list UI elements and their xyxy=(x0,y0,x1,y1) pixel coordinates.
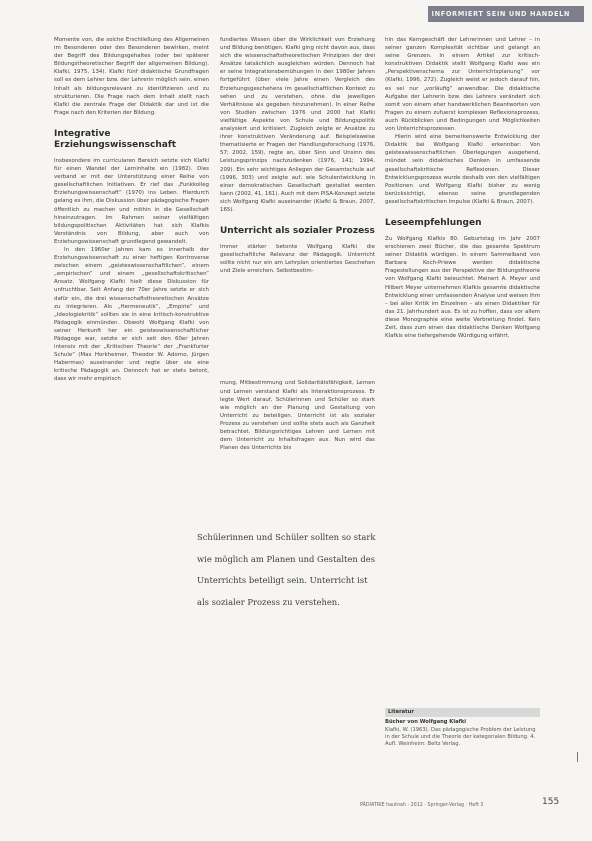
text-column-2 xyxy=(220,36,375,452)
paragraph: In den 1960er Jahren kam es innerhalb der Erziehungswissenschaft zu einer heftigen Kontroverse zwischen einem „geisteswissenschaftlichen“, einem „empirischen“ und einem „gesellschaftskritischen“ Ansatz. Wolfgang Klafki hielt diese Diskussion für unfruchtbar. Seit Anfang der 70er Jahre setzte er sich dafür ein, die drei wissenschaftstheoretischen Ansätze zu integrieren. Als „Hermeneutik“, „Empirie“ und „Ideologiekritik“ sollten sie in eine kritisch-konstruktive Pädagogik einmünden. Obwohl Wolfgang Klafki von seiner Herkunft her ein geisteswissenschaftlicher Pädagoge war, setzte er sich seit den 60er Jahren intensiv mit der „Kritischen Theorie“ der „Frankfurter Schule“ (Max Horkheimer, Theodor W. Adorno, Jürgen Habermas) auseinander und regte über sie eine kritische Pädagogik an. Dennoch hat er stets betont, dass wir mehr empirisch xyxy=(54,246,209,383)
paragraph: fundiertes Wissen über die Wirklichkeit von Erziehung und Bildung benötigen. Klafki ging nicht davon aus, dass sich die wissenschaftstheoretischen Prinzipien der drei Ansätze tatsächlich ausgleichen würden. Dennoch hat er seine Integrationsbemühungen in den 1980er Jahren fortgeführt (über viele Jahre einen Vergleich des Erziehungsgeschehens im gesellschaftlichen Kontext zu sehen und zu verstehen, ohne die jeweiligen Verhältnisse als gegeben hinzunehmen). In einer Reihe von Studien zwischen 1976 und 2000 hat Klafki vielfältige Aspekte von Schule und Bildungspolitik analysiert und kritisiert. Zugleich zeigte er Ansätze zu ihrer konstruktiven Veränderung auf. Beispielsweise thematisierte er Fragen der Handlungsforschung (1976, 57; 2002, 159), regte an, über Sinn und Unsinn des Leistungsprinzips nachzudenken (1976, 141; 1994, 209). Ein sehr wichtiges Anliegen der Gesamtschule auf (1996, 303) und zeigte auf, wie Schulentwicklung in einer demokratischen Gesellschaft gestaltet werden kann (2002, 41, 161). Auch mit dem PISA-Konzept setzte sich Wolfgang Klafki auseinander (Klafki & Braun, 2007, 165). xyxy=(220,37,375,213)
section-heading: Leseempfehlungen xyxy=(385,217,482,228)
footer-text: PÄDIATRIE hautnah · 2012 · Springer-Verlag · Heft 3 xyxy=(360,803,484,808)
literature-heading: Literatur xyxy=(385,708,540,717)
text-column-1 xyxy=(54,36,209,384)
paragraph: mung, Mitbestimmung und Solidaritätsfähigkeit, Lernen und Lernen verstand Klafki als Interaktionsprozess. Er legte Wert darauf, Schülerinnen und Schüler so stark wie möglich an der Planung und Gestaltung von Unterricht zu beteiligen. Unterricht ist als sozialer Prozess zu verstehen und sollte stets auch als Ganzheit betrachtet. Bildungsrichtiges Lehren und Lernen mit dem Unterricht zu Inhaltsfragen aus. Nun wird das Planen des Unterrichts bis xyxy=(220,380,375,452)
pull-quote-line: Unterrichts beteiligt sein. Unterricht ist xyxy=(197,575,368,585)
margin-mark xyxy=(577,752,578,762)
text-column-3 xyxy=(385,36,540,340)
paragraph: Hierin wird eine bemerkenswerte Entwicklung der Didaktik bei Wolfgang Klafki erkennbar: Von geisteswissenschaftlichen Überlegungen ausgehend, mündet sein didaktisches Denken in umfassende gesellschaftskritische Reflexionen. Dieser Entwicklungsprozess wurde deshalb von den vielfältigen Positionen und Wolfgang Klafki bisher zu wenig berücksichtigt, ebenso seine grundlegenden gesellschaftskritischen Impulse (Klafki & Braun, 2007). xyxy=(385,134,540,205)
paragraph: Insbesondere im curricularen Bereich setzte sich Klafki für einen Wandel der Lerninhalte ein (1982). Dies verband er mit der Unterstützung einer Reihe von gesellschaftlichen Initiativen. Er rief das „Funkkolleg Erziehungswissenschaft“ (1970) ins Leben. Hierdurch gelang es ihm, die Diskussion über pädagogische Fragen öffentlich zu machen und mithin in die Gesellschaft hineinzutragen. Im Rahmen seiner vielfältigen bildungspolitischen Aktivitäten hat sich Klafkis Verständnis von Bildung, aber auch von Erziehungswissenschaft grundlegend gewandelt. xyxy=(54,157,209,245)
paragraph: Zu Wolfgang Klafkis 80. Geburtstag im Jahr 2007 erschienen zwei Bücher, die das gesamte Spektrum seiner Didaktik würdigen. In einem Sammelband von Barbara Koch-Priewe werden didaktische Fragestellungen aus der Perspektive der Bildungstheorie von Wolfgang Klafki beleuchtet. Meinert A. Meyer und Hilbert Meyer unternehmen Klafkis gesamte didaktische Entwicklung einer umfassenden Analyse und weisen ihm – bei aller Kritik im Einzelnen – als einen Didaktiker für das 21. Jahrhundert aus. Es ist zu hoffen, dass vor allem diese Monographie eine weite Verbreitung findet. Kein Zeit, dass zum einen das didaktische Denken Wolfgang Klafkis eine tiefergehende Würdigung erfährt. xyxy=(385,235,540,340)
literature-entry: Klafki, W. (1963). Das pädagogische Problem der Leistung in der Schule und die Theorie der kategorialen Bildung. 4. Aufl. Weinheim: Beltz Verlag. xyxy=(385,726,536,748)
pull-quote-line: wie möglich am Planen und Gestalten des xyxy=(197,553,376,564)
paragraph: Momente von, die solche Erschließung des Allgemeinen im Besonderen oder des Besonderen bewirken, meint der Begriff des Bildungsgehaltes (oder bei späterer Bildungstheoretischer Begriff der allgemeinen Bildung). Klafki, 1975, 134). Klafki fünf didaktische Grundfragen soll es dem Lehrer bzw. der Lehrerin möglich sein, einen Inhalt als bildungsrelevant zu identifizieren und zu strukturieren. Die Frage nach dem Inhalt stellt nach Klafki die zentrale Frage der Didaktik dar und ist die Frage nach den Kriterien der Bildung. xyxy=(54,37,209,116)
paragraph: hin das Kerngeschäft der Lehrerinnen und Lehrer – in seiner ganzen Komplexität sichtbar und gelangt an seine Grenzen. In einem Artikel zur kritisch-konstruktiven Didaktik stellt Wolfgang Klafki was ein „Perspektivenschema zur Unterrichtsplanung“ vor (Klafki, 1996, 272). Zugleich weist er jedoch darauf hin, es sei nur „vorläufig“ anwendbar. Die didaktische Aufgabe der Lehrerin bzw. des Lehrers verändert sich somit von einem eher handwerklichen Beantworten von Fragen zu einem zufuerst komplexen Reflexionsprozess, auch Rückblicken und Bedingungen und Möglichkeiten von Unterrichtsprozessen. xyxy=(385,37,540,133)
literature-subheading: Bücher von Wolfgang Klafki xyxy=(385,719,467,726)
page-number: 155 xyxy=(542,797,560,807)
paragraph: Immer stärker betonte Wolfgang Klafki die gesellschaftliche Relevanz der Pädagogik. Unterricht sollte nicht nur ein am Lehrplan orientiertes Geschehen und Ziele erreichen. Selbstbestim- xyxy=(220,244,375,275)
literature-box xyxy=(385,708,540,748)
section-heading: Integrative Erziehungswissenschaft xyxy=(54,128,177,150)
section-heading: Unterricht als sozialer Prozess xyxy=(220,226,375,237)
pull-quote-line: Schülerinnen und Schüler sollten so stark xyxy=(197,532,376,542)
pull-quote-line: als sozialer Prozess zu verstehen. xyxy=(197,596,340,607)
section-label: INFORMIERT SEIN UND HANDELN xyxy=(428,6,584,22)
pull-quote xyxy=(191,521,413,617)
